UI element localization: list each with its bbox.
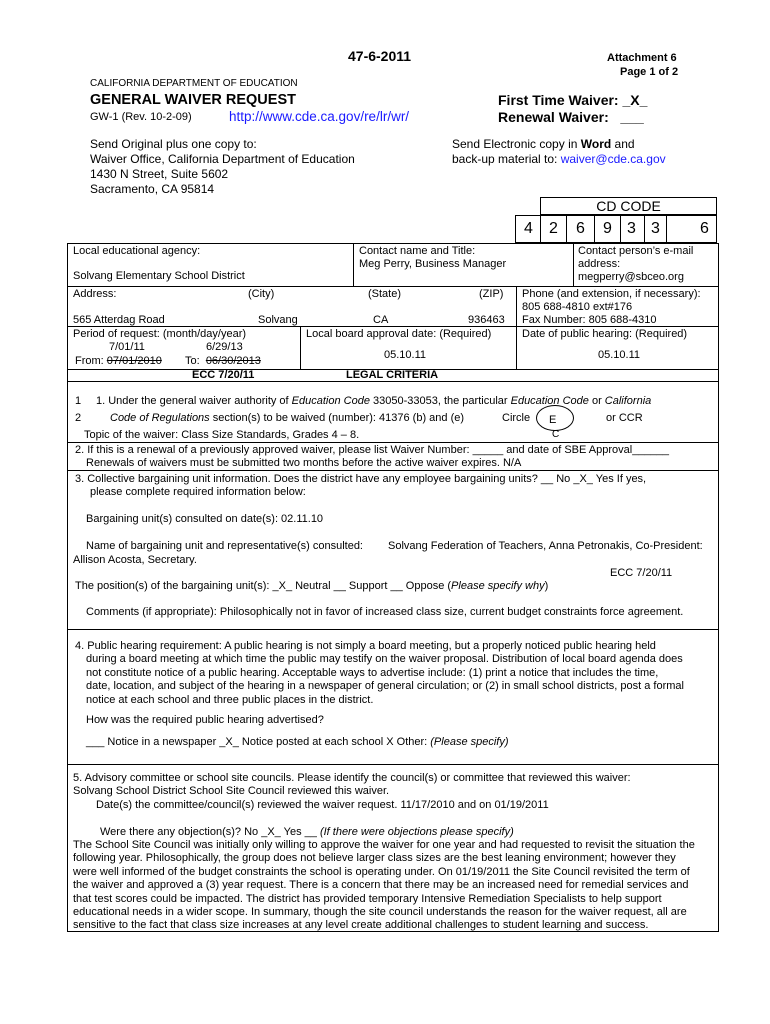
board-approval-label: Local board approval date: (Required) bbox=[306, 328, 492, 340]
section2-line1: 2. If this is a renewal of a previously approved waiver, please list Waiver Number: _____ and date of SBE Approval______ bbox=[75, 444, 669, 456]
cd-code-digit: 9 bbox=[603, 220, 612, 237]
address-label: Address: bbox=[73, 288, 117, 300]
hearing-date-label: Date of public hearing: (Required) bbox=[522, 328, 688, 340]
send-original-address: Send Original plus one copy to: Waiver Office, California Department of Education 1430 N Street, Suite 5602 Sacramento, CA 95814 bbox=[90, 137, 355, 196]
renewal-waiver-label: Renewal Waiver: ___ bbox=[498, 109, 644, 125]
lea-label: Local educational agency: bbox=[73, 245, 201, 257]
circle-label: Circle bbox=[502, 412, 531, 424]
circle-c-mark: C bbox=[552, 429, 560, 440]
email-value: megperry@sbceo.org bbox=[578, 271, 684, 283]
section1-line1: 1. Under the general waiver authority of Education Code 33050-33053, the particular Education Code or California bbox=[96, 395, 652, 407]
first-time-waiver-label: First Time Waiver: _X_ bbox=[498, 92, 648, 108]
section5-line1: 5. Advisory committee or school site councils. Please identify the council(s) or committee that reviewed this waiver: bbox=[73, 772, 631, 784]
bargaining-unit-value: Solvang Federation of Teachers, Anna Petronakis, Co-President: bbox=[388, 540, 703, 552]
page-indicator: Page 1 of 2 bbox=[620, 66, 679, 78]
renewal-waiver-value: ___ bbox=[620, 109, 644, 125]
waiver-url-link[interactable]: http://www.cde.ca.gov/re/lr/wr/ bbox=[229, 109, 410, 124]
cd-code-digit: 3 bbox=[651, 220, 660, 237]
period-label: Period of request: (month/day/year) bbox=[73, 328, 247, 340]
section3-ecc-note: ECC 7/20/11 bbox=[610, 567, 673, 579]
zip-value: 936463 bbox=[468, 314, 505, 326]
bargaining-unit-value-2: Allison Acosta, Secretary. bbox=[73, 554, 197, 566]
cd-code-digit: 3 bbox=[627, 220, 636, 237]
waiver-email-link[interactable]: waiver@cde.ca.gov bbox=[560, 152, 666, 166]
email-label: Contact person’s e-mail address: bbox=[578, 245, 694, 270]
period-new-from: 7/01/11 bbox=[109, 341, 145, 353]
board-approval-value: 05.10.11 bbox=[384, 349, 427, 361]
section4-text: 4. Public hearing requirement: A public hearing is not simply a board meeting, but a properly noticed public hearing held during a board meeting at which time the public may testify on the waiver proposal. Distribution of local board agenda does not constitute notice of a public hearing. Acceptable ways to advertise include: (1) print a notice that includes the time, date, location, and subject of the hearing in a newspaper of general circulation; or (2) in small school districts, post a formal notice at each school and three public places in the district. bbox=[75, 640, 684, 706]
section2-line2: Renewals of waivers must be submitted two months before the active waiver expires. N/A bbox=[86, 457, 522, 469]
bargaining-unit-label: Name of bargaining unit and representative(s) consulted: bbox=[86, 540, 363, 552]
section1-number-1: 1 bbox=[75, 395, 82, 407]
doc-number: 47-6-2011 bbox=[348, 48, 412, 64]
waiver-topic: Topic of the waiver: Class Size Standards, Grades 4 – 8. bbox=[84, 429, 360, 441]
bargaining-comments: Comments (if appropriate): Philosophically not in favor of increased class size, current budget constraints force agreement. bbox=[86, 606, 684, 618]
section3-line2: please complete required information below: bbox=[90, 486, 306, 498]
attachment-label: Attachment 6 bbox=[607, 52, 677, 64]
first-time-waiver-value: _X_ bbox=[622, 92, 648, 108]
period-from: From: 07/01/2010 bbox=[75, 355, 162, 367]
contact-label: Contact name and Title: bbox=[359, 245, 476, 257]
city-label: (City) bbox=[248, 288, 275, 300]
contact-value: Meg Perry, Business Manager bbox=[359, 258, 507, 270]
period-to: To: 06/30/2013 bbox=[185, 355, 261, 367]
circle-ccr-option: or CCR bbox=[606, 412, 643, 424]
lea-value: Solvang Elementary School District bbox=[73, 270, 245, 282]
send-electronic-info: Send Electronic copy in Word and back-up material to: waiver@cde.ca.gov bbox=[452, 137, 666, 166]
legal-criteria-heading: LEGAL CRITERIA bbox=[346, 369, 439, 381]
phone-value: 805 688-4810 ext#176 bbox=[522, 301, 633, 313]
bargaining-consulted-date: Bargaining unit(s) consulted on date(s): 02.11.10 bbox=[86, 513, 324, 525]
form-id: GW-1 (Rev. 10-2-09) bbox=[90, 111, 192, 123]
section1-number-2: 2 bbox=[75, 412, 82, 424]
circle-e-option: E bbox=[549, 414, 557, 426]
council-summary: The School Site Council was initially only willing to approve the waiver for one year and had requested to revisit the situation the following year. Philosophically, the group does not believe larger class sizes are the best leaning environment; however they were well informed of the budget constraints the school is operating under. On 01/19/2011 the Site Council revisited the term of the waiver and approved a (3) year request. There is a concern that there may be an increased need for remedial services and that test scores could be impacted. The district has provided temporary Intensive Remediation Specialists to help support educational needs in a wider scope. In summary, though the site council understands the reason for the waiver request, all are sensitive to the fact that class size increases at any level create additional challenges to student learning and success. bbox=[73, 839, 695, 932]
hearing-advertised-question: How was the required public hearing advertised? bbox=[86, 714, 324, 726]
objections-line: Were there any objection(s)? No _X_ Yes __ (If there were objections please specify) bbox=[100, 826, 514, 838]
hearing-advertised-answer: ___ Notice in a newspaper _X_ Notice posted at each school X Other: (Please specify) bbox=[86, 736, 509, 748]
department-name: CALIFORNIA DEPARTMENT OF EDUCATION bbox=[90, 78, 298, 89]
section5-line2: Solvang School District School Site Council reviewed this waiver. bbox=[73, 785, 390, 797]
state-label: (State) bbox=[368, 288, 402, 300]
cd-code-digit: 2 bbox=[549, 220, 558, 237]
fax-value: Fax Number: 805 688-4310 bbox=[522, 314, 657, 326]
period-new-to: 6/29/13 bbox=[206, 341, 243, 353]
cd-code-digit: 6 bbox=[576, 220, 585, 237]
address-value: 565 Atterdag Road bbox=[73, 314, 165, 326]
form-title: GENERAL WAIVER REQUEST bbox=[90, 92, 296, 108]
cd-code-label: CD CODE bbox=[596, 198, 661, 214]
ecc-note: ECC 7/20/11 bbox=[192, 369, 255, 381]
bargaining-position: The position(s) of the bargaining unit(s): _X_ Neutral __ Support __ Oppose (Please specify why) bbox=[75, 580, 549, 592]
cd-code-digit: 4 bbox=[524, 220, 533, 237]
council-review-dates: Date(s) the committee/council(s) reviewed the waiver request. 11/17/2010 and on 01/19/2011 bbox=[96, 799, 549, 811]
zip-label: (ZIP) bbox=[479, 288, 504, 300]
city-value: Solvang bbox=[258, 314, 298, 326]
section3-line1: 3. Collective bargaining unit information. Does the district have any employee bargaining units? __ No _X_ Yes If yes, bbox=[75, 473, 647, 485]
state-value: CA bbox=[373, 314, 389, 326]
phone-label: Phone (and extension, if necessary): bbox=[522, 288, 701, 300]
cd-code-digit: 6 bbox=[700, 220, 709, 237]
section1-line2: Code of Regulations section(s) to be waived (number): 41376 (b) and (e) bbox=[110, 412, 465, 424]
hearing-date-value: 05.10.11 bbox=[598, 349, 641, 361]
